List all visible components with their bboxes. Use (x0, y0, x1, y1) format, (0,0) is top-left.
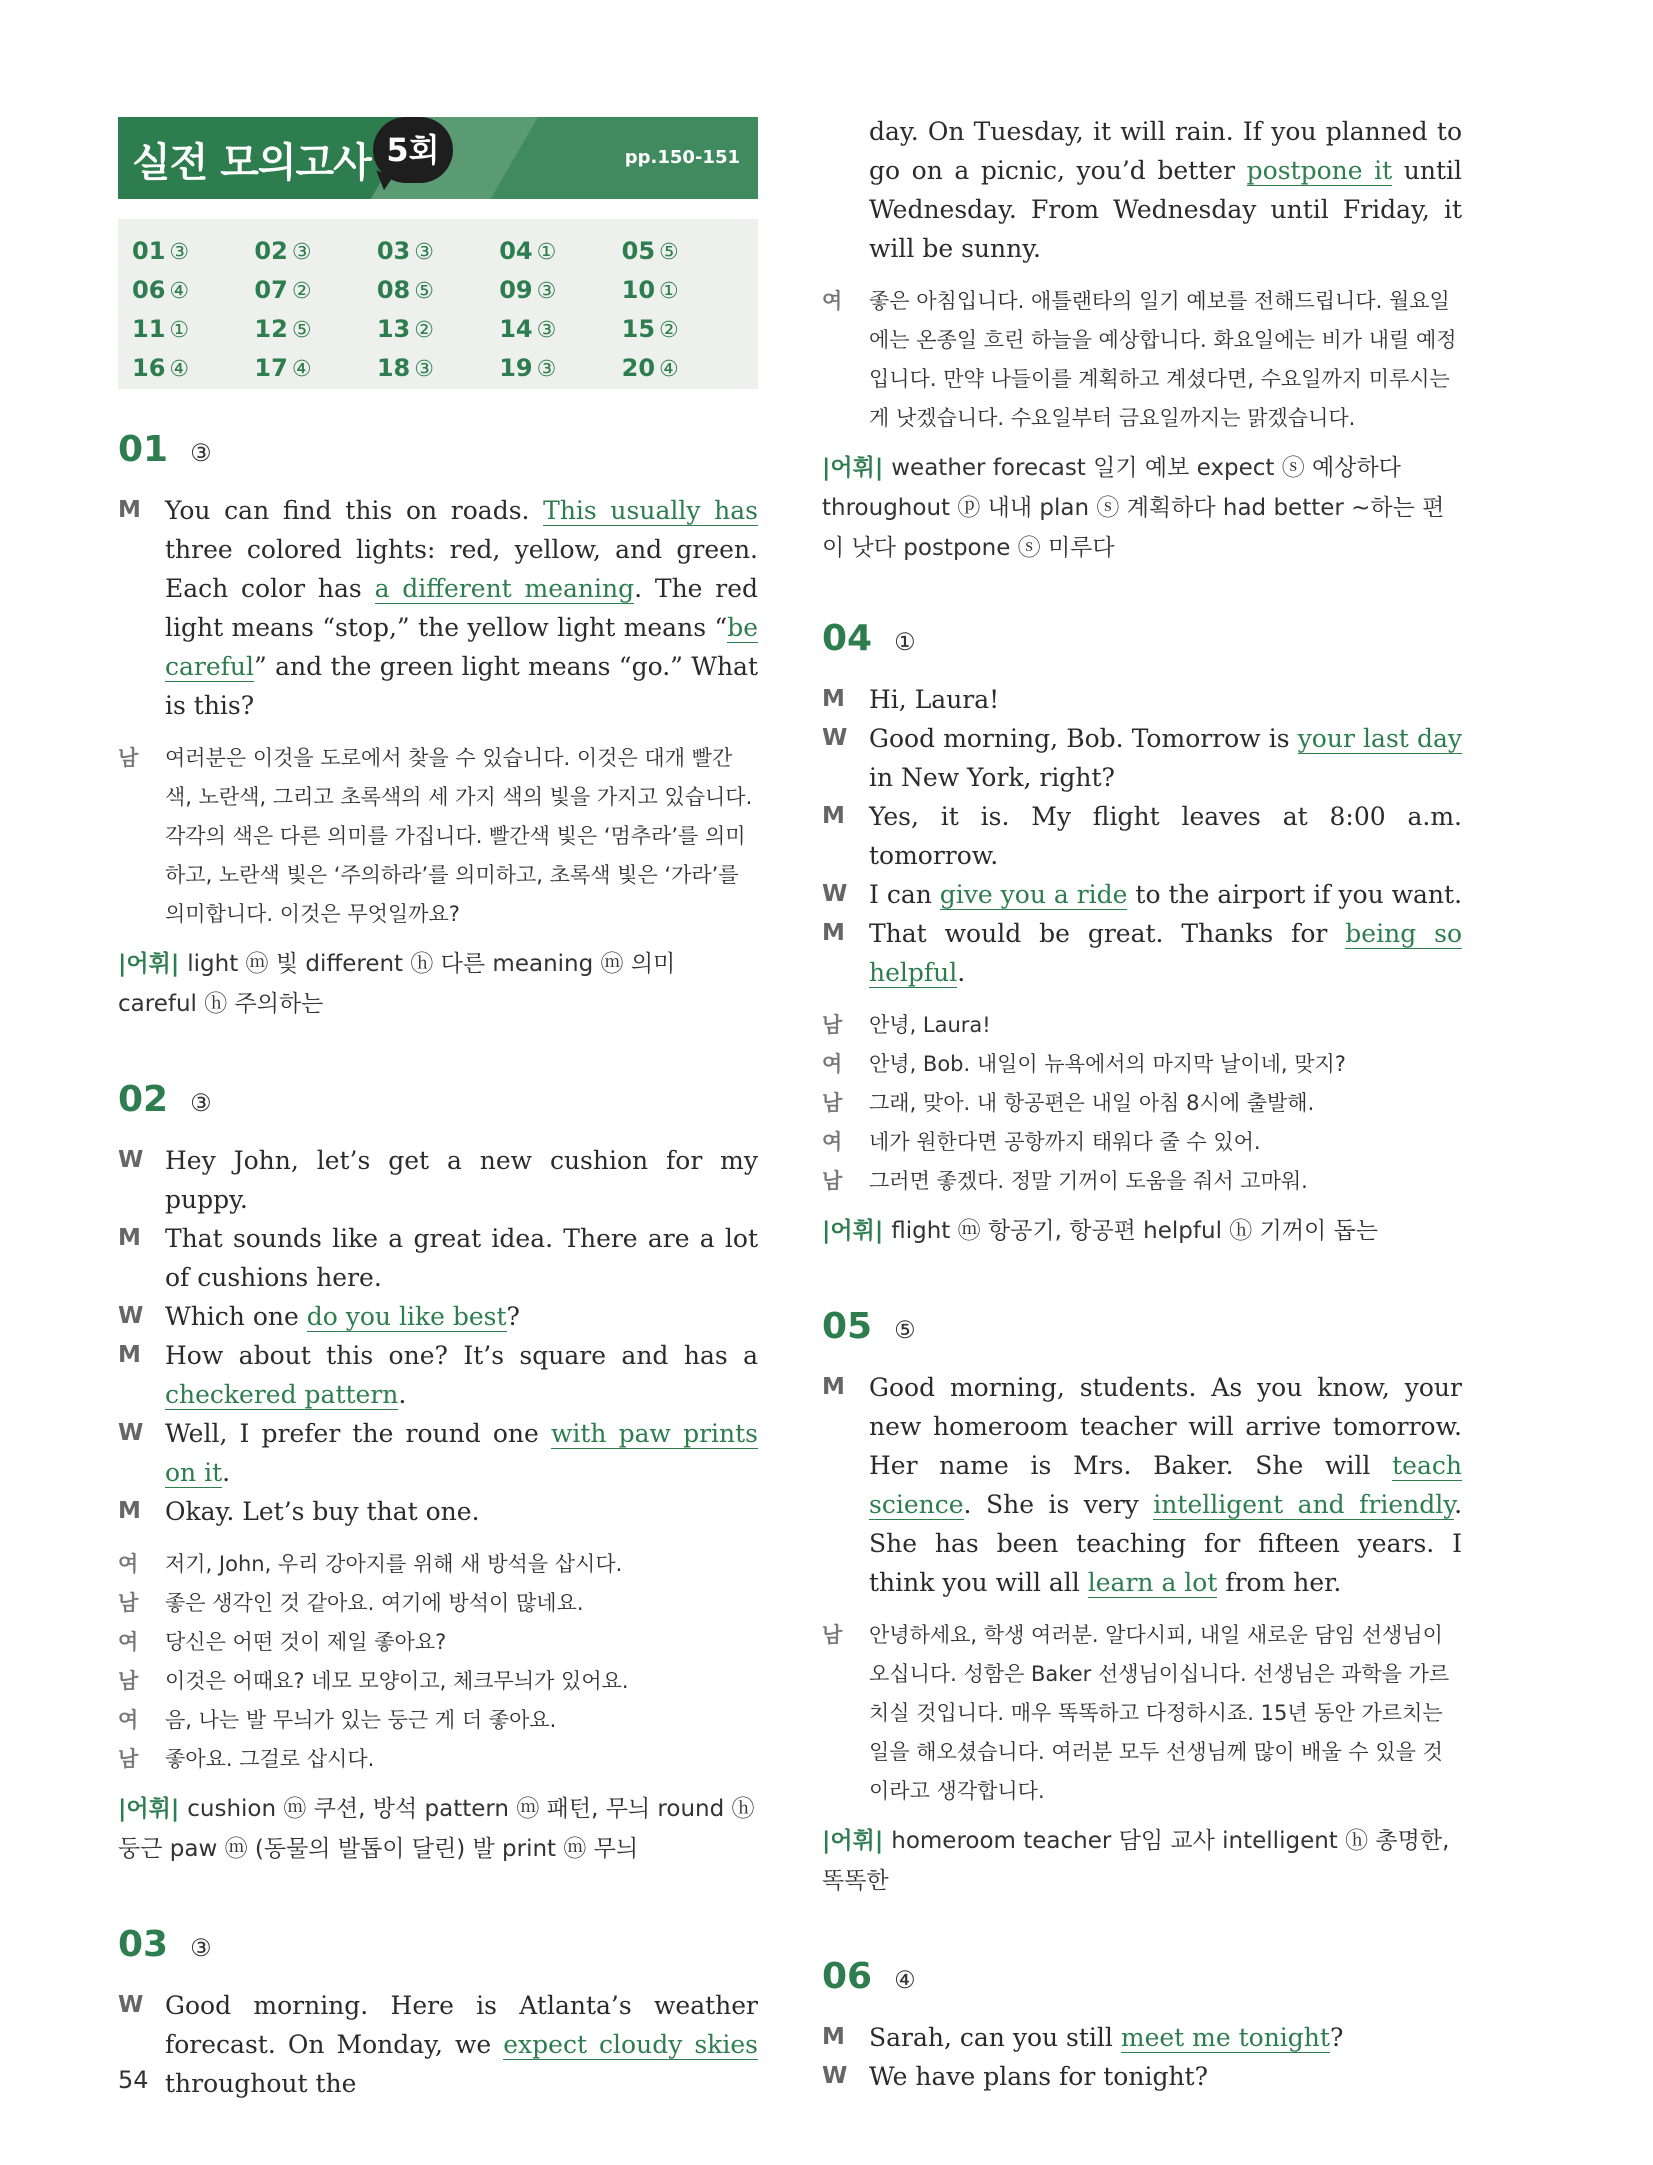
question-header (822, 618, 1462, 670)
answer-number: 07 (254, 275, 288, 304)
question-01 (118, 429, 758, 1024)
speaker-label: W (118, 1147, 144, 1173)
text-run: How about this one? It’s square and has a (165, 1341, 758, 1370)
answer-number: 01 (132, 236, 166, 265)
translation-text: 안녕, Bob. 내일이 뉴욕에서의 마지막 날이네, 맞지? (869, 1052, 1346, 1076)
answer-number: 05 (621, 236, 656, 265)
translation-text: 그러면 좋겠다. 정말 기꺼이 도움을 줘서 고마워. (869, 1169, 1308, 1193)
answer-cell (254, 315, 376, 343)
speaker-label: W (822, 881, 848, 907)
vocabulary-text: cushion ⓜ 쿠션, 방석 pattern ⓜ 패턴, 무늬 round ⓗ 둥근 paw ⓜ (동물의 발톱이 달린) 발 print ⓜ 무늬 (118, 1796, 755, 1862)
answer-number: 18 (376, 353, 411, 382)
key-phrase: intelligent and friendly (1153, 1490, 1455, 1519)
script-line (822, 914, 1462, 992)
answer-cell (377, 354, 499, 382)
speaker-label: M (822, 686, 845, 712)
text-run: Well, I prefer the round one (165, 1419, 551, 1448)
key-phrase: give you a ride (939, 880, 1128, 909)
answer-number: 14 (499, 314, 533, 343)
answer-choice: ④ (169, 356, 190, 382)
korean-translation (118, 739, 758, 934)
key-phrase: expect cloudy skies (503, 2030, 758, 2059)
answer-cell (132, 237, 254, 265)
question-answer: ③ (190, 1089, 212, 1117)
text-run: . She has been teaching for fifteen years. I think you will all (869, 1490, 1463, 1597)
question-answer: ⑤ (894, 1316, 916, 1344)
question-number: 04 (822, 618, 873, 659)
script-line (822, 719, 1462, 797)
question-answer: ③ (190, 439, 212, 467)
vocabulary-tag: |어휘| (118, 951, 180, 977)
key-phrase: do you like best (306, 1302, 507, 1331)
script-line (118, 1492, 758, 1531)
script-line (822, 1368, 1462, 1602)
text-run: Good morning, Bob. Tomorrow is (869, 724, 1298, 753)
answer-key-table (118, 219, 758, 389)
script-text (165, 1219, 758, 1297)
answer-cell (499, 237, 621, 265)
english-script (118, 491, 758, 725)
question-number: 02 (118, 1079, 169, 1120)
key-phrase: learn a lot (1087, 1568, 1218, 1597)
key-phrase: with paw prints on it (165, 1419, 759, 1487)
script-text (165, 1414, 758, 1492)
answer-row (132, 270, 744, 309)
page-number: 54 (118, 2066, 149, 2094)
vocabulary-text: weather forecast 일기 예보 expect ⓢ 예상하다 throughout ⓟ 내내 plan ⓢ 계획하다 had better ~하는 편이 낫다 postpone ⓢ 미루다 (822, 455, 1445, 561)
key-phrase: your last day (1297, 724, 1462, 753)
speaker-label: 여 (118, 1552, 139, 1576)
script-line (118, 1141, 758, 1219)
text-run: to the airport if you want. (1127, 880, 1463, 909)
speaker-label: W (822, 2063, 848, 2089)
answer-choice: ④ (659, 356, 679, 382)
speaker-label: 여 (118, 1630, 139, 1654)
answer-number: 04 (499, 236, 533, 265)
answer-cell (132, 276, 254, 304)
key-phrase: be careful (165, 613, 758, 681)
question-header (118, 1924, 758, 1976)
answer-choice: ③ (414, 239, 434, 265)
key-phrase: teach science (869, 1451, 1462, 1519)
speaker-label: M (822, 920, 845, 946)
speaker-label (822, 112, 869, 268)
vocabulary-note (822, 448, 1462, 568)
text-run: ? (506, 1302, 520, 1331)
translation-text: 안녕, Laura! (869, 1013, 991, 1037)
vocabulary-text: light ⓜ 빛 different ⓗ 다른 meaning ⓜ 의미 careful ⓗ 주의하는 (118, 951, 676, 1017)
script-line (822, 875, 1462, 914)
english-script (822, 680, 1462, 992)
speaker-label: 남 (822, 1623, 843, 1647)
translation-text: 저기, John, 우리 강아지를 위해 새 방석을 삽시다. (165, 1552, 623, 1576)
answer-number: 20 (621, 353, 656, 382)
answer-cell (254, 276, 376, 304)
speaker-label: M (822, 2024, 845, 2050)
answer-cell (499, 354, 621, 382)
left-column (118, 110, 758, 2103)
answer-number: 06 (132, 275, 166, 304)
english-script (118, 1141, 758, 1531)
key-phrase: postpone it (1246, 156, 1393, 185)
speaker-label: 남 (822, 1013, 843, 1037)
translation-line (118, 1623, 758, 1662)
translation-text: 여러분은 이것을 도로에서 찾을 수 있습니다. 이것은 대개 빨간색, 노란색, 그리고 초록색의 세 가지 색의 빛을 가지고 있습니다. 각각의 색은 다른 의미를 가집니다. 빨간색 빛은 ‘멈추라’를 의미하고, 노란색 빛은 ‘주의하라’를 의미하고, 초록색 빛은 ‘가라’를 의미합니다. 이것은 무엇일까요? (165, 746, 753, 926)
text-run: That would be great. Thanks for (869, 919, 1346, 948)
speaker-label: 여 (822, 1052, 843, 1076)
script-line (118, 1219, 758, 1297)
answer-choice: ③ (169, 239, 190, 265)
question-03-continued (822, 112, 1462, 568)
answer-number: 08 (376, 275, 411, 304)
answer-number: 13 (376, 314, 411, 343)
question-header (118, 1079, 758, 1131)
question-04 (822, 618, 1462, 1251)
english-script (118, 1986, 758, 2103)
key-phrase: being so helpful (869, 919, 1463, 987)
answer-cell (132, 354, 254, 382)
answer-choice: ④ (169, 278, 190, 304)
speaker-label: 남 (822, 1169, 843, 1193)
script-text (869, 914, 1462, 992)
script-line (118, 1414, 758, 1492)
answer-choice: ④ (291, 356, 312, 382)
korean-translation (822, 282, 1462, 438)
speaker-label: 여 (822, 1130, 843, 1154)
translation-line (118, 739, 758, 934)
text-run: . She is very (963, 1490, 1154, 1519)
answer-cell (622, 354, 744, 382)
text-run: until Wednesday. From Wednesday until Friday, it will be sunny. (869, 156, 1463, 263)
speaker-label: 남 (118, 1591, 139, 1615)
text-run: Good morning, students. As you know, your new homeroom teacher will arrive tomorrow. Her name is Mrs. Baker. She will (869, 1373, 1462, 1480)
banner-title: 실전 모의고사 (132, 140, 371, 186)
translation-line (822, 1045, 1462, 1084)
text-run: That sounds like a great idea. There are a lot of cushions here. (165, 1224, 758, 1292)
answer-row (132, 348, 744, 387)
question-number: 06 (822, 1956, 873, 1997)
script-text (165, 491, 758, 725)
answer-number: 02 (254, 236, 288, 265)
speaker-label: M (118, 1498, 141, 1524)
answer-choice: ① (169, 317, 190, 343)
translation-line (822, 1084, 1462, 1123)
question-header (118, 429, 758, 481)
answer-choice: ⑤ (291, 317, 312, 343)
answer-cell (377, 237, 499, 265)
speaker-label: W (118, 1992, 144, 2018)
text-run: I can (869, 880, 940, 909)
answer-number: 15 (621, 314, 656, 343)
translation-line (822, 1616, 1462, 1811)
vocabulary-tag: |어휘| (822, 1218, 884, 1244)
script-text (165, 1336, 758, 1414)
answer-choice: ① (659, 278, 679, 304)
answer-cell (377, 315, 499, 343)
translation-line (118, 1740, 758, 1779)
korean-translation (822, 1616, 1462, 1811)
question-answer: ④ (894, 1966, 916, 1994)
speaker-label: 남 (118, 746, 139, 770)
text-run: in New York, right? (869, 763, 1115, 792)
speaker-label: M (822, 1374, 845, 1400)
translation-text: 당신은 어떤 것이 제일 좋아요? (165, 1630, 447, 1654)
answer-choice: ② (291, 278, 312, 304)
translation-text: 음, 나는 발 무늬가 있는 둥근 게 더 좋아요. (165, 1708, 557, 1732)
text-run: . The red light means “stop,” the yellow light means “ (165, 574, 759, 642)
text-run: Okay. Let’s buy that one. (165, 1497, 480, 1526)
key-phrase: This usually has (543, 496, 758, 525)
script-line (822, 2018, 1462, 2057)
english-script (822, 1368, 1462, 1602)
text-run: Yes, it is. My flight leaves at 8:00 a.m. tomorrow. (869, 802, 1462, 870)
answer-cell (254, 354, 376, 382)
text-run: throughout the (165, 2069, 357, 2098)
answer-choice: ③ (414, 356, 434, 382)
answer-choice: ③ (536, 317, 557, 343)
right-column (822, 112, 1462, 2096)
script-text (165, 1492, 758, 1531)
speaker-label: M (118, 497, 141, 523)
vocabulary-note (118, 944, 758, 1024)
answer-number: 03 (376, 236, 411, 265)
text-run: . (398, 1380, 407, 1409)
translation-line (118, 1662, 758, 1701)
answer-choice: ③ (536, 356, 557, 382)
answer-number: 16 (132, 353, 166, 382)
page-range: pp.150-151 (624, 147, 740, 168)
question-number: 03 (118, 1924, 169, 1965)
text-run: Good morning. Here is Atlanta’s weather forecast. On Monday, we (165, 1991, 758, 2059)
answer-choice: ⑤ (659, 239, 679, 265)
key-phrase: meet me tonight (1120, 2023, 1330, 2052)
text-run: We have plans for tonight? (869, 2062, 1209, 2091)
script-text (165, 1141, 758, 1219)
question-03 (118, 1924, 758, 2103)
question-06 (822, 1956, 1462, 2096)
speaker-label: W (118, 1303, 144, 1329)
vocabulary-note (822, 1821, 1462, 1901)
translation-line (118, 1545, 758, 1584)
section-banner (118, 117, 758, 199)
translation-text: 좋은 아침입니다. 애틀랜타의 일기 예보를 전해드립니다. 월요일에는 온종일 흐린 하늘을 예상합니다. 화요일에는 비가 내릴 예정입니다. 만약 나들이를 계획하고 계셨다면, 수요일까지 미루시는 게 낫겠습니다. 수요일부터 금요일까지는 맑겠습니다. (869, 289, 1457, 430)
key-phrase: a different meaning (374, 574, 635, 603)
answer-number: 09 (499, 275, 533, 304)
translation-line (822, 282, 1462, 438)
vocabulary-tag: |어휘| (822, 1828, 884, 1854)
vocabulary-note (822, 1211, 1462, 1251)
answer-row (132, 231, 744, 270)
speaker-label: 여 (822, 289, 843, 313)
script-text (869, 875, 1462, 914)
script-text (869, 680, 1462, 719)
script-line (822, 680, 1462, 719)
question-header (822, 1956, 1462, 2008)
question-05 (822, 1306, 1462, 1901)
korean-translation (822, 1006, 1462, 1201)
round-badge: 5회 (373, 117, 453, 183)
question-02 (118, 1079, 758, 1869)
text-run: You can find this on roads. (165, 496, 544, 525)
text-run: ? (1329, 2023, 1344, 2052)
korean-translation (118, 1545, 758, 1779)
text-run: Hi, Laura! (869, 685, 1000, 714)
script-text (869, 2057, 1462, 2096)
question-number: 01 (118, 429, 169, 470)
vocabulary-text: flight ⓜ 항공기, 항공편 helpful ⓗ 기꺼이 돕는 (891, 1218, 1378, 1244)
translation-text: 좋은 생각인 것 같아요. 여기에 방석이 많네요. (165, 1591, 584, 1615)
speaker-label: M (118, 1342, 141, 1368)
script-line (118, 1336, 758, 1414)
speaker-label: 여 (118, 1708, 139, 1732)
question-answer: ③ (190, 1934, 212, 1962)
script-line (822, 797, 1462, 875)
text-run: Hey John, let’s get a new cushion for my puppy. (165, 1146, 758, 1214)
answer-number: 12 (254, 314, 288, 343)
answer-number: 17 (254, 353, 288, 382)
translation-text: 이것은 어때요? 네모 모양이고, 체크무늬가 있어요. (165, 1669, 629, 1693)
text-run: from her. (1217, 1568, 1342, 1597)
speaker-label: M (822, 803, 845, 829)
script-line (118, 491, 758, 725)
answer-cell (622, 315, 744, 343)
script-line (118, 1297, 758, 1336)
translation-line (822, 1006, 1462, 1045)
answer-cell (622, 276, 744, 304)
vocabulary-text: homeroom teacher 담임 교사 intelligent ⓗ 총명한, 똑똑한 (822, 1828, 1450, 1894)
speaker-label: W (822, 725, 848, 751)
answer-number: 10 (621, 275, 656, 304)
translation-text: 네가 원한다면 공항까지 태워다 줄 수 있어. (869, 1130, 1261, 1154)
text-run: Sarah, can you still (869, 2023, 1121, 2052)
script-line (118, 1986, 758, 2103)
key-phrase: checkered pattern (165, 1380, 399, 1409)
speaker-label: 남 (118, 1669, 139, 1693)
script-line (822, 2057, 1462, 2096)
script-text (165, 1297, 758, 1336)
question-header (822, 1306, 1462, 1358)
answer-cell (132, 315, 254, 343)
answer-cell (499, 315, 621, 343)
script-text (869, 719, 1462, 797)
vocabulary-tag: |어휘| (822, 455, 884, 481)
answer-number: 11 (132, 314, 166, 343)
vocabulary-note (118, 1789, 758, 1869)
answer-choice: ① (536, 239, 557, 265)
answer-number: 19 (499, 353, 533, 382)
text-run: . (222, 1458, 231, 1487)
answer-choice: ③ (536, 278, 557, 304)
script-line (822, 112, 1462, 268)
translation-line (822, 1162, 1462, 1201)
translation-line (118, 1701, 758, 1740)
answer-cell (254, 237, 376, 265)
answer-choice: ② (414, 317, 434, 343)
speaker-label: M (118, 1225, 141, 1251)
answer-choice: ③ (291, 239, 312, 265)
translation-text: 그래, 맞아. 내 항공편은 내일 아침 8시에 출발해. (869, 1091, 1315, 1115)
translation-line (822, 1123, 1462, 1162)
text-run: day. On Tuesday, it will rain. If you planned to go on a picnic, you’d better (869, 117, 1462, 185)
text-run: Which one (165, 1302, 307, 1331)
text-run: . (957, 958, 966, 987)
answer-row (132, 309, 744, 348)
vocabulary-tag: |어휘| (118, 1796, 180, 1822)
script-text (869, 797, 1462, 875)
answer-cell (499, 276, 621, 304)
script-text (869, 1368, 1462, 1602)
answer-choice: ⑤ (414, 278, 434, 304)
translation-text: 좋아요. 그걸로 삽시다. (165, 1747, 375, 1771)
speaker-label: 남 (118, 1747, 139, 1771)
script-text (869, 112, 1462, 268)
answer-cell (622, 237, 744, 265)
script-text (165, 1986, 758, 2103)
text-run: ” and the green light means “go.” What is this? (165, 652, 758, 720)
question-answer: ① (894, 628, 916, 656)
answer-cell (377, 276, 499, 304)
speaker-label: W (118, 1420, 144, 1446)
translation-text: 안녕하세요, 학생 여러분. 알다시피, 내일 새로운 담임 선생님이 오십니다. 성함은 Baker 선생님이십니다. 선생님은 과학을 가르치실 것입니다. 매우 똑똑하고 다정하시죠. 15년 동안 가르치는 일을 해오셨습니다. 여러분 모두 선생님께 많이 배울 수 있을 것이라고 생각합니다. (869, 1623, 1450, 1803)
text-run: three colored lights: red, yellow, and green. Each color has (165, 535, 758, 603)
script-text (869, 2018, 1462, 2057)
speaker-label: 남 (822, 1091, 843, 1115)
answer-choice: ② (659, 317, 679, 343)
translation-line (118, 1584, 758, 1623)
english-script (822, 2018, 1462, 2096)
question-number: 05 (822, 1306, 873, 1347)
